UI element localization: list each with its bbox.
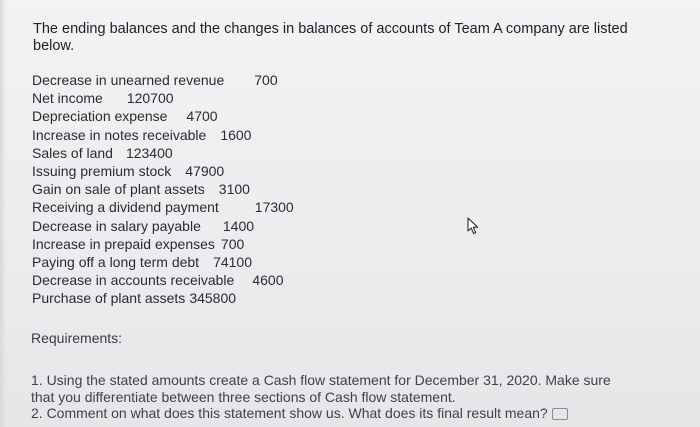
list-item [32,235,362,253]
intro-text [33,21,633,55]
item-label: Decrease in unearned revenue [32,72,225,88]
item-value: 123400 [125,144,173,161]
list-item [32,126,362,144]
item-value: 74100 [213,253,253,270]
list-item [32,271,362,289]
item-label: Gain on sale of plant assets [32,181,205,198]
item-label: Increase in notes receivable [32,126,207,143]
item-value: 4700 [186,108,218,125]
list-item [32,162,362,180]
intro-line-2: below. [33,38,75,54]
item-value: 700 [220,235,245,252]
item-value: 47900 [185,162,225,179]
item-label: Increase in prepaid expenses [32,235,215,252]
item-value: 17300 [254,199,294,216]
account-list [32,71,362,307]
screen-edge [0,0,6,427]
requirement-line-3-text: 2. Comment on what does this statement show us. What does its final result mean? [31,405,548,421]
list-item [32,198,362,216]
list-item [32,89,362,107]
item-label: Decrease in salary payable [32,217,201,234]
list-item [32,144,362,162]
list-item [32,217,362,235]
mouse-cursor-icon [467,217,481,235]
requirements-text [31,372,641,422]
list-item [32,107,362,125]
item-value: 700 [254,72,278,88]
list-item [32,71,362,89]
item-label: Receiving a dividend payment [32,199,219,216]
item-label: Decrease in accounts receivable [32,272,235,289]
item-value: 345800 [189,290,237,307]
item-value: 1400 [222,217,255,234]
item-label: Purchase of plant assets [32,290,186,307]
requirements-title: Requirements: [31,330,123,346]
item-label: Depreciation expense [32,108,168,125]
item-value: 1600 [220,126,252,143]
intro-line-1: The ending balances and the changes in balances of accounts of Team A company are listed [33,21,628,37]
list-item [32,253,362,271]
item-value: 120700 [126,90,174,107]
requirement-line-2: that you differentiate between three sections of Cash flow statement. [31,388,456,405]
item-value: 4600 [252,272,284,289]
feedback-icon[interactable] [552,408,568,420]
requirement-line-1: 1. Using the stated amounts create a Cash flow statement for December 31, 2020. Make sure [31,372,611,388]
list-item [32,289,362,307]
requirement-line-3 [31,405,641,422]
item-label: Paying off a long term debt [32,253,200,270]
item-label: Issuing premium stock [32,162,172,179]
item-value: 3100 [218,181,250,198]
item-label: Sales of land [32,144,113,161]
item-label: Net income [32,90,103,107]
list-item [32,180,362,198]
